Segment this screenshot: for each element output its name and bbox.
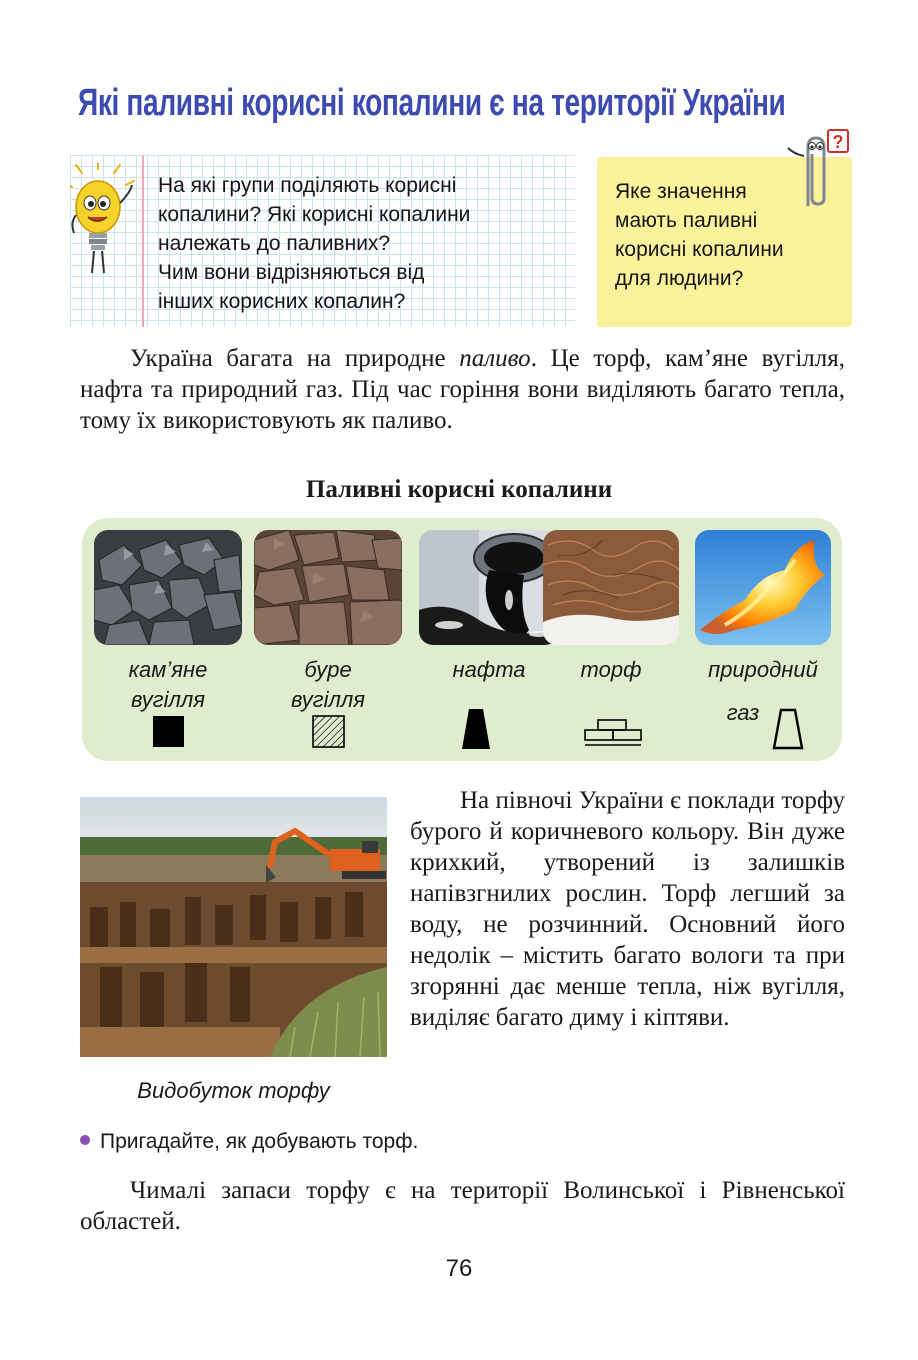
oil-photo [419,530,559,645]
fuel-label-line: природний [708,657,818,682]
brown-coal-photo [254,530,402,645]
task-text: Пригадайте, як добувають торф. [100,1130,419,1153]
fuel-label-line: кам’яне [128,657,208,682]
paragraph1-after: . Це торф, кам’яне вугілля, нафта та природний газ. Під час горіння вони виділяють багато тепла, тому їх використовують як паливо. [80,345,845,434]
intro-question-line: належать до паливних? [158,232,391,255]
gas-flame-photo [695,530,831,645]
paragraph1-term: паливо [459,345,531,372]
peat-sample-photo [543,530,679,645]
fuel-label-brown-coal [254,655,402,715]
bricks-icon [583,718,643,748]
outline-trapezoid-icon [772,708,804,750]
note-line: корисні копалини [615,238,784,261]
peat-paragraph [410,785,845,1033]
intro-questions [158,171,470,316]
fuel-minerals-panel [82,518,842,761]
bullet-dot-icon [80,1135,90,1145]
fuel-label-line: вугілля [290,687,366,712]
fuel-label-oil [414,655,564,685]
margin-line [142,155,144,327]
peat-extraction-photo [80,797,387,1057]
intro-question-line: Чим вони відрізняються від [158,261,425,284]
intro-question-box [70,155,575,327]
intro-question-line: На які групи поділяють корисні [158,174,457,197]
fuel-label-line: нафта [452,657,526,682]
page-number: 76 [445,1255,473,1282]
intro-question-line: копалини? Які корисні копалини [158,203,471,226]
question-badge: ? [832,132,844,152]
coal-photo [94,530,242,645]
peat-photo-caption: Видобуток торфу [137,1078,330,1103]
paragraph3-text: Чималі запаси торфу є на території Волинської і Рівненської областей. [80,1177,845,1235]
note-line: мають паливні [615,209,758,232]
task-bullet [80,1130,418,1154]
paperclip-mascot-icon [780,128,850,208]
fuel-label-line: торф [580,657,642,682]
filled-square-icon [152,715,185,748]
fuel-label-coal [94,655,242,715]
fuel-label-gas [687,655,839,685]
fuel-label-gas-line2: газ [726,700,760,725]
filled-trapezoid-icon [460,708,492,750]
intro-question-line: інших корисних копалин? [158,290,406,313]
figure-title: Паливні корисні копалини [305,476,613,503]
note-line: Яке значення [615,180,747,203]
fuel-label-line: вугілля [130,687,206,712]
reserves-paragraph [80,1175,845,1237]
intro-paragraph [80,343,845,436]
paragraph1-before: Україна багата на природне [130,345,460,372]
fuel-label-peat [543,655,679,685]
page-title: Які паливні корисні копалини є на території України [78,82,786,124]
hatched-square-icon [312,715,345,748]
paragraph2-text: На півночі України є поклади торфу бурого й коричневого кольору. Він дуже крихкий, утворений із залишків напівзгнилих рослин. Торф легший за воду, не розчинний. Основний його недолік – містить багато вологи та при згорянні дає менше тепла, ніж вугілля, виділяє багато диму і кіптяви. [410,787,845,1031]
note-question-text [615,177,784,293]
lightbulb-mascot-icon [70,163,140,283]
fuel-label-line: буре [304,657,352,682]
note-line: для людини? [615,267,744,290]
